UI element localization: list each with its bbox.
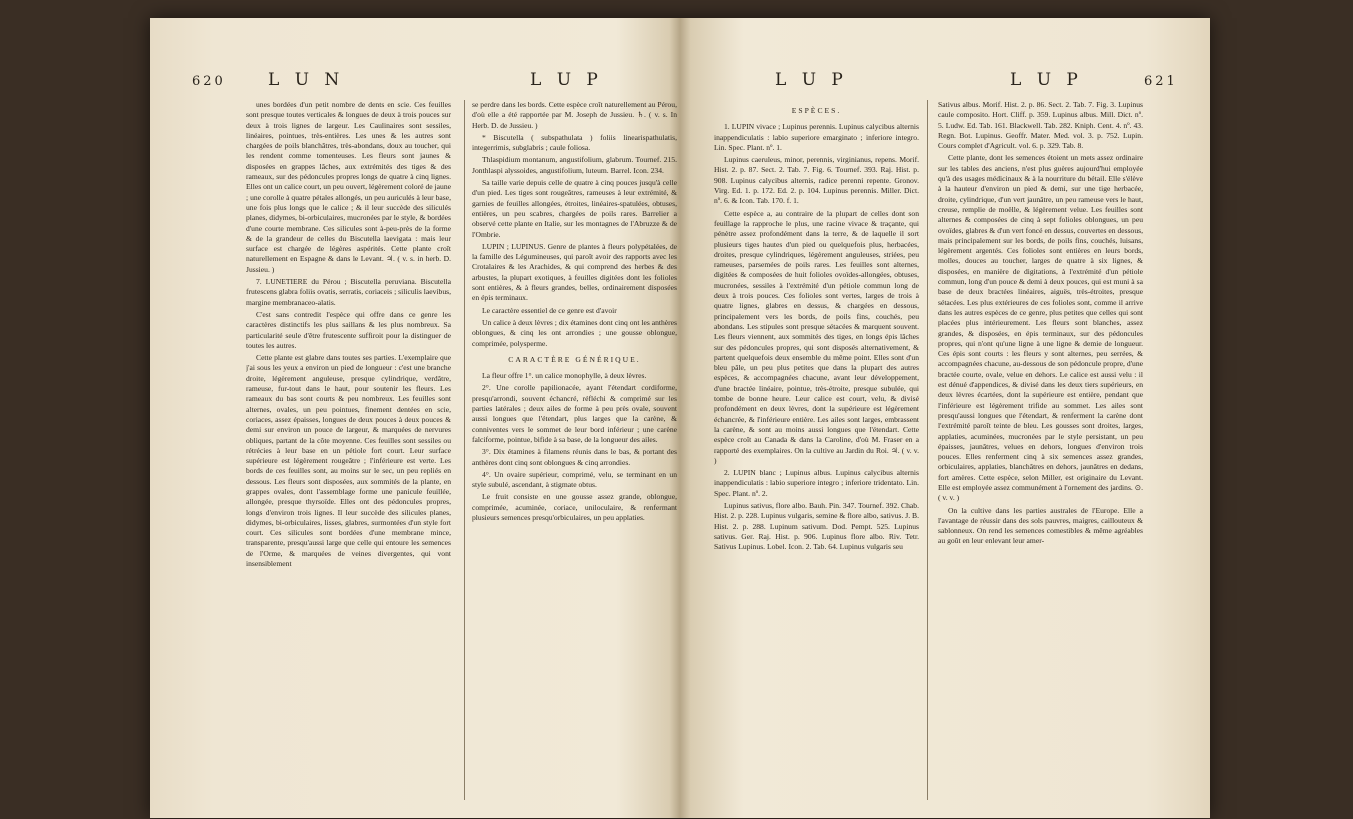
paragraph: Le fruit consiste en une gousse assez grande, oblongue, comprimée, acuminée, coriace, uniloculaire, & renfermant plusieurs semences presqu'orbiculaires, un peu applaties. bbox=[472, 492, 677, 522]
paragraph: ESPÈCES. bbox=[791, 106, 842, 115]
text-column bbox=[714, 100, 919, 800]
paragraph: * Biscutella ( subspathulata ) foliis linearispathulatis, integerrimis, subglabris ; caule foliosa. bbox=[472, 132, 677, 153]
running-head: L U P bbox=[775, 70, 848, 90]
paragraph: 1. LUPIN vivace ; Lupinus perennis. Lupinus calycibus alternis inappendiculatis : labio superiore emarginato ; inferiore integro. Lin. Spec. Plant. nº. 1. bbox=[714, 122, 919, 152]
running-head: L U N bbox=[268, 70, 345, 90]
column-rule bbox=[927, 100, 928, 800]
paragraph: se perdre dans les bords. Cette espèce croît naturellement au Pérou, d'où elle a été rapportée par M. Joseph de Jussieu. ♄. ( v. s. In Herb. D. de Jussieu. ) bbox=[472, 100, 677, 130]
paragraph: Sa taille varie depuis celle de quatre à cinq pouces jusqu'à celle d'un pied. Les tiges sont rougeâtres, rameuses à leur extrémité, & garnies de feuilles allongées, étroites, linéaires-spatulées, obtuses, entières, un peu scabres, chargées de poils rares. Barrelier a observé cette plante en Italie, sur les montagnes de l'Abruzze & de l'Ombrie. bbox=[472, 178, 677, 239]
paragraph: Un calice à deux lèvres ; dix étamines dont cinq ont les anthères oblongues, & cinq les ont arrondies ; une gousse oblongue, comprimée, polysperme. bbox=[472, 317, 677, 348]
running-head: L U P bbox=[530, 70, 603, 90]
column-rule bbox=[464, 100, 465, 800]
page-number: 620 bbox=[192, 74, 226, 89]
page-number: 621 bbox=[1144, 74, 1178, 89]
right-page-header bbox=[680, 70, 1210, 100]
open-book bbox=[150, 18, 1210, 818]
text-column bbox=[246, 100, 451, 800]
paragraph: Cette plante, dont les semences étoient un mets assez ordinaire sur les tables des anciens, n'est plus guères aujourd'hui employée qu'à des usages médicinaux & à la nourriture du bétail. Elle s'élève à la hauteur d'environ un pied & demi, sur une tige herbacée, droite, cylindrique, d'un vert jaunâtre, un peu rameuse vers le haut, creuse, remplie de moëlle, & légèrement velue. Les feuilles sont alternes & composées de cinq à sept folioles oblongues, un peu ovoïdes, glabres & d'un vert foncé en dessus, couvertes en dessous, mais principalement sur les bords, de poils fins, couchés, luisans, légèrement argentés. Ces folioles sont entières en leurs bords, molles, douces au toucher, larges de quatre à six lignes, & disposées, en manière de digitations, à l'extrémité d'un pétiole commun, long d'un pouce & demi à deux pouces, qui est muni à sa base de deux bractées linéaires, aiguës, très-étroites, presque sétacées. Les plus extérieures de ces folioles sont, comme il arrive dans les autres espèces de ce genre, plus petites que celles qui sont placées plus intérieurement. Les fleurs sont blanches, assez grandes, & disposées, en épis terminaux, sur des pédoncules propres, qui n'ont qu'une ligne à une ligne & demie de longueur. Ces épis sont courts : les fleurs y sont alternes, peu serrées, & accompagnées chacune, au-dessous de son pédoncule propre, d'une bractée courte, ovale, velue en dehors. Le calice est aussi velu : il est dénué d'appendices, & divisé dans les deux tiers supérieurs, en deux lèvres écartées, dont la supérieure est entière, pendant que l'inférieure est légèrement trifide au sommet. Les ailes sont presqu'aussi longues que l'étendart, & renferment la carène dont l'extrémité paroît teinte de bleu. Les gousses sont droites, larges, applaties, acuminées, mucronées par le style persistant, un peu épaisses, jaunâtres, velues en dehors, longues d'environ trois pouces. Elles renferment cinq à six semences assez grandes, orbiculaires, applaties, blanchâtres en dehors, jaunâtres en dedans, fort amères. Cette espèce, selon Miller, est originaire du Levant. Elle est employée assez communément à l'ornement des jardins. ⊙. ( v. v. ) bbox=[938, 153, 1143, 503]
text-column bbox=[938, 100, 1143, 800]
paragraph: CARACTÈRE GÉNÉRIQUE. bbox=[508, 354, 641, 364]
right-page bbox=[680, 18, 1210, 818]
text-column bbox=[472, 100, 677, 800]
paragraph: 7. LUNETIERE du Pérou ; Biscutella peruviana. Biscutella frutescens glabra foliis ovatis, serratis, coriaceis ; siliculis laevibus, margine membranaceo-alatis. bbox=[246, 277, 451, 307]
paragraph: 3°. Dix étamines à filamens réunis dans le bas, & portant des anthères dont cinq sont oblongues & cinq arrondies. bbox=[472, 447, 677, 467]
paragraph: 4°. Un ovaire supérieur, comprimé, velu, se terminant en un style subulé, ascendant, à stigmate obtus. bbox=[472, 469, 677, 490]
left-page bbox=[150, 18, 680, 818]
left-page-header bbox=[150, 70, 680, 100]
paragraph: unes bordées d'un petit nombre de dents en scie. Ces feuilles sont presque toutes verticales & longues de deux à trois pouces sur deux à trois lignes de largeur. Les Caulinaires sont sessiles, linéaires, pointues, très-entières. Les unes & les autres sont chargées de poils blanchâtres, très-abondans, doux au toucher, qui les rendent comme tomenteuses. Les fleurs sont jaunes & disposées en grappes lâches, aux extrémités des tiges & des rameaux, sur des pédoncules propres longs de quatre à cinq lignes. Elles ont un calice court, un peu ouvert, légèrement coloré de jaune ; une corolle à quatre pétales allongés, un peu auriculés à leur base, une fois plus longs que le calice ; & il leur succède des siliculés planes, didymes, bi-orbiculaires, mucronées par le style, & bordées d'une courte membrane. Ces silicules sont à-peu-près de la forme & de la grandeur de celles du Biscutella laevigata : mais leur surface est chargée de légères aspérités. Cette plante croît naturellement en Espagne & dans le Levant. ♃. ( v. s. in herb. D. Jussieu. ) bbox=[246, 100, 451, 274]
paragraph: Thlaspidium montanum, angustifolium, glabrum. Tournef. 215. Jonthlaspi alyssoides, angustifolium, luteum. Barrel. Icon. 234. bbox=[472, 155, 677, 175]
paragraph: 2. LUPIN blanc ; Lupinus albus. Lupinus calycibus alternis inappendiculatis : labio superiore integro ; inferiore tridentato. Lin. Spec. Plant. nº. 2. bbox=[714, 468, 919, 498]
paragraph: Lupinus caeruleus, minor, perennis, virginianus, repens. Morif. Hist. 2. p. 87. Sect. 2. Tab. 7. Fig. 6. Tournef. 393. Raj. Hist. p. 908. Lupinus calycibus alternis, radice perenni repente. Gronov. Virg. Ed. 1. p. 172. Ed. 2. p. 104. Lupinus perennis. Miller. Dict. nº. 6. & Icon. Tab. 170. f. 1. bbox=[714, 155, 919, 206]
paragraph: LUPIN ; LUPINUS. Genre de plantes à fleurs polypétalées, de la famille des Légumineuses, qui paroît avoir des rapports avec les Crotalaires & les Arachides, & qui comprend des herbes & des arbustes, la plupart exotiques, à feuilles digitées dont les folioles sont entières, & à fleurs grandes, belles, ordinairement disposées en épis terminaux. bbox=[472, 241, 677, 303]
paragraph: La fleur offre 1°. un calice monophylle, à deux lèvres. bbox=[482, 371, 647, 381]
paragraph: C'est sans contredit l'espèce qui offre dans ce genre les caractères distinctifs les plus saillans & les plus nombreux. Sa particularité seule d'être frutescente suffiroit pour la distinguer de toutes les autres. bbox=[246, 309, 451, 350]
paragraph: Cette plante est glabre dans toutes ses parties. L'exemplaire que j'ai sous les yeux a environ un pied de longueur : c'est une branche droite, légèrement anguleuse, presque cylindrique, verdâtre, rameuse, fur-tout dans le haut, pour soutenir les fleurs. Les rameaux du bas sont courts & peu nombreux. Les feuilles sont alternes, ovales, un peu pointues, finement dentées en scie, coriaces, assez épaisses, longues de deux pouces à deux pouces & demi sur environ un pouce de largeur, & marquées de nervures obliques, partant de la côte moyenne. Ces feuilles sont sessiles ou rétrécies à leur base en un pétiole fort court. Leur surface supérieure est légèrement rougeâtre ; l'inférieure est verte. Les bords de ces feuilles sont, au moins sur le sec, un peu repliés en dessous. Les fleurs sont disposées, aux sommités de la plante, en grappes ovales, dont l'assemblage forme une panicule feuillée, allongée, presque thyrsoïde. Elles ont des pédoncules propres, longs d'environ trois lignes. Il leur succède des silicules planes, didymes, bi-orbiculaires, lisses, glabres, surmontées d'un style fort court. Ces silicules sont bordées d'une membrane mince, transparente, presqu'aussi large que celle qui entoure les semences de l'Orme, & marquées de veines divergentes, qui vont insensiblement bbox=[246, 353, 451, 569]
paragraph: Cette espèce a, au contraire de la plupart de celles dont son feuillage la rapproche le plus, une racine vivace & traçante, qui pénètre assez profondément dans la terre, & de laquelle il sort plusieurs tiges hautes d'un pied ou quelquefois plus, herbacées, droites, presque cylindriques, légèrement anguleuses, striées, peu rameuses, parsemées de poils rares. Les feuilles sont alternes, digitées & composées de huit folioles ovoïdes-allongées, obtuses, mucronées, sessiles à l'extrémité d'un pétiole commun long de deux à trois pouces. Ces folioles sont vertes, larges de trois à quatre lignes, glabres en dessus, & chargées en dessous, principalement vers les bords, de poils fins, couchés, peu abondans. Les stipules sont presque sétacées & marquent souvent. Les fleurs viennent, aux sommités des tiges, en longs épis lâches sur des pédoncules propres, qui sont disposés alternativement, & partent quelquefois deux ensemble du même point. Elles sont d'un bleu pâle, un peu plus petites que dans la plupart des autres espèces, & accompagnées chacune, avant leur développement, d'une bractée linéaire, pointue, très-étroite, presque subulée, qui tombe de bonne heure. Leur calice est court, velu, & divisé profondément en deux lèvres, dont la supérieure est légèrement échancrée, & l'inférieure entière. Les ailes sont larges, embrassent la carène, & sont au moins aussi longues que l'étendart. Cette espèce croît au Canada & dans la Caroline, d'où M. Fraser en a rapporté des exemplaires. On la cultive au Jardin du Roi. ♃. ( v. v. ) bbox=[714, 208, 919, 465]
running-head: L U P bbox=[1010, 70, 1083, 90]
paragraph: 2°. Une corolle papilionacée, ayant l'étendart cordiforme, presqu'arrondi, souvent échancré, réfléchi & comprimé sur les parties latérales ; deux ailes de forme à peu près ovale, souvent aussi longues que l'étendart, plus larges que la carène, & conniventes vers le sommet de leur bord inférieur ; une carène falciforme, pointue, bifide à sa base, de la longueur des ailes. bbox=[472, 383, 677, 444]
paragraph: On la cultive dans les parties australes de l'Europe. Elle a l'avantage de réussir dans des sols pauvres, maigres, caillouteux & sablonneux. On rend les semences comestibles & même agréables au goût en leur enlevant leur amer- bbox=[938, 505, 1143, 546]
paragraph: Lupinus sativus, flore albo. Bauh. Pin. 347. Tournef. 392. Chab. Hist. 2. p. 228. Lupinus vulgaris, semine & flore albo, sativus. J. B. Hist. 2. p. 288. Lupinum sativum. Dod. Pempt. 525. Lupinus sativus. Ger. Raj. Hist. p. 906. Lupinus flore albo. Riv. Tetr. Sativus Lupinus. Lobel. Icon. 2. Tab. 64. Lupinus vulgaris seu bbox=[714, 500, 919, 552]
paragraph: Sativus albus. Morif. Hist. 2. p. 86. Sect. 2. Tab. 7. Fig. 3. Lupinus caule composito. Hort. Cliff. p. 359. Lupinus albus. Mill. Dict. nº. 5. Ludw. Ed. Tab. 161. Blackwell. Tab. 282. Kniph. Cent. 4. nº. 43. Regn. Bot. Lupinus. Geoffr. Mater. Med. vol. 3. p. 752. Lupin. Cours complet d'Agricult. vol. 6. p. 329. Tab. 8. bbox=[938, 100, 1143, 151]
paragraph: Le caractère essentiel de ce genre est d'avoir bbox=[482, 305, 617, 315]
